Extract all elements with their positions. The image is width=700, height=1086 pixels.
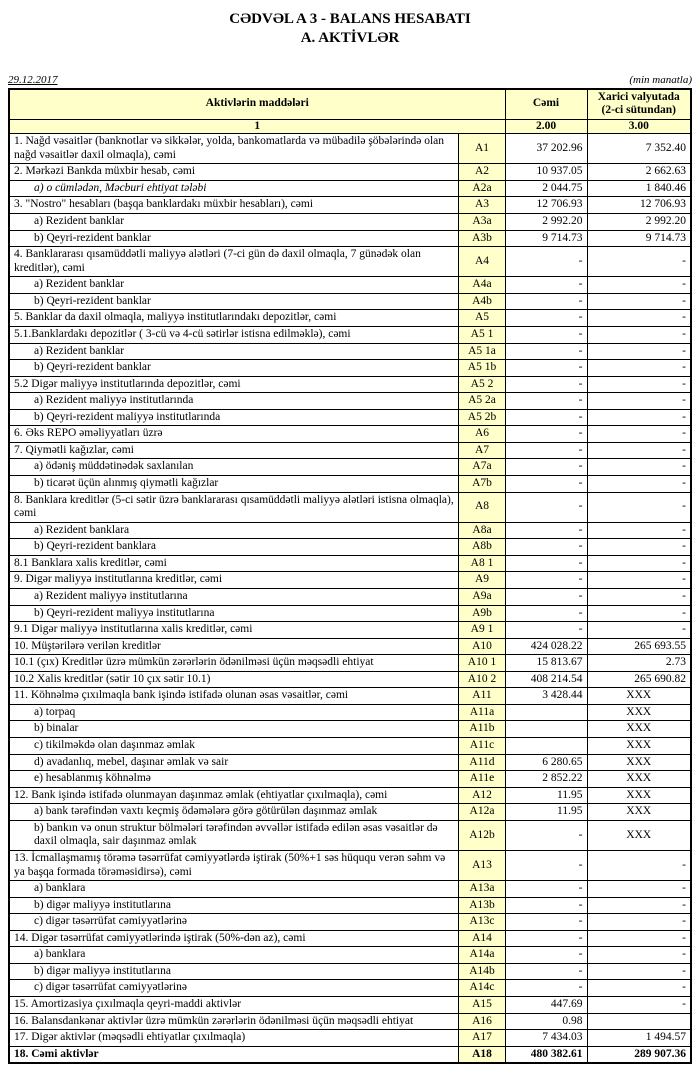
row-code: A13 bbox=[459, 850, 505, 880]
row-total-value: - bbox=[505, 492, 587, 522]
row-foreign-value: - bbox=[587, 980, 691, 997]
row-code: A7b bbox=[459, 476, 505, 493]
row-label: 17. Digər aktivlər (məqsədli ehtiyatlar çıxılmaqla) bbox=[9, 1030, 459, 1047]
row-total-value: - bbox=[505, 459, 587, 476]
row-foreign-value: XXX bbox=[587, 721, 691, 738]
header-foreign: Xarici valyutada (2-ci sütundan) bbox=[587, 89, 691, 120]
table-row bbox=[9, 738, 691, 755]
row-total-value: - bbox=[505, 343, 587, 360]
row-foreign-value: - bbox=[587, 997, 691, 1014]
row-total-value: - bbox=[505, 247, 587, 277]
row-total-value: - bbox=[505, 820, 587, 850]
row-label: 5.2 Digər maliyyə institutlarında depozitlər, cəmi bbox=[9, 376, 459, 393]
table-row bbox=[9, 1013, 691, 1030]
row-code: A3a bbox=[459, 214, 505, 231]
row-total-value: - bbox=[505, 476, 587, 493]
row-label: a) bank tərəfindən vaxtı keçmiş ödəmələrə görə götürülən daşınmaz əmlak bbox=[9, 804, 459, 821]
row-total-value: - bbox=[505, 376, 587, 393]
row-total-value: - bbox=[505, 980, 587, 997]
table-row bbox=[9, 771, 691, 788]
table-row bbox=[9, 804, 691, 821]
table-row bbox=[9, 638, 691, 655]
row-foreign-value: - bbox=[587, 293, 691, 310]
row-label: 4. Banklararası qısamüddətli maliyyə alətləri (7-ci gün də daxil olmaqla, 7 günədək olan kreditlər), cəmi bbox=[9, 247, 459, 277]
row-label: a) Rezident banklar bbox=[9, 277, 459, 294]
table-row bbox=[9, 704, 691, 721]
row-code: A5 bbox=[459, 310, 505, 327]
row-code: A13a bbox=[459, 881, 505, 898]
header-total: Cəmi bbox=[505, 89, 587, 120]
row-code: A4 bbox=[459, 247, 505, 277]
table-row bbox=[9, 310, 691, 327]
row-code: A15 bbox=[459, 997, 505, 1014]
table-row bbox=[9, 820, 691, 850]
meta-row bbox=[8, 74, 692, 86]
row-foreign-value: - bbox=[587, 881, 691, 898]
row-label: a) Rezident banklara bbox=[9, 522, 459, 539]
row-total-value: 12 706.93 bbox=[505, 197, 587, 214]
table-body bbox=[9, 134, 691, 1064]
row-foreign-value: 1 840.46 bbox=[587, 180, 691, 197]
row-label: b) ticarət üçün alınmış qiymətli kağızlar bbox=[9, 476, 459, 493]
row-code: A5 2b bbox=[459, 409, 505, 426]
row-foreign-value: - bbox=[587, 622, 691, 639]
row-label: b) Qeyri-rezident banklar bbox=[9, 293, 459, 310]
row-code: A11d bbox=[459, 754, 505, 771]
table-row bbox=[9, 180, 691, 197]
row-label: 2. Mərkəzi Bankda müxbir hesab, cəmi bbox=[9, 164, 459, 181]
row-foreign-value: - bbox=[587, 277, 691, 294]
table-row bbox=[9, 721, 691, 738]
row-total-value: - bbox=[505, 539, 587, 556]
row-foreign-value: XXX bbox=[587, 787, 691, 804]
row-foreign-value bbox=[587, 1013, 691, 1030]
table-row bbox=[9, 326, 691, 343]
row-code: A13b bbox=[459, 897, 505, 914]
table-row bbox=[9, 963, 691, 980]
row-foreign-value: - bbox=[587, 850, 691, 880]
row-code: A1 bbox=[459, 134, 505, 164]
document-subtitle: A. AKTİVLƏR bbox=[300, 29, 400, 46]
table-row bbox=[9, 539, 691, 556]
row-foreign-value: 12 706.93 bbox=[587, 197, 691, 214]
table-row bbox=[9, 930, 691, 947]
row-foreign-value: 7 352.40 bbox=[587, 134, 691, 164]
row-total-value: 424 028.22 bbox=[505, 638, 587, 655]
row-code: A16 bbox=[459, 1013, 505, 1030]
row-label: b) Qeyri-rezident maliyyə institutlarında bbox=[9, 409, 459, 426]
row-code: A8a bbox=[459, 522, 505, 539]
row-foreign-value: - bbox=[587, 459, 691, 476]
table-row bbox=[9, 655, 691, 672]
row-code: A9 1 bbox=[459, 622, 505, 639]
row-code: A6 bbox=[459, 426, 505, 443]
row-foreign-value: 2 662.63 bbox=[587, 164, 691, 181]
table-row bbox=[9, 343, 691, 360]
row-label: b) Qeyri-rezident maliyyə institutlarına bbox=[9, 605, 459, 622]
table-row bbox=[9, 409, 691, 426]
row-foreign-value: - bbox=[587, 442, 691, 459]
table-row bbox=[9, 277, 691, 294]
row-label: a) Rezident banklar bbox=[9, 343, 459, 360]
row-code: A14c bbox=[459, 980, 505, 997]
row-foreign-value: - bbox=[587, 343, 691, 360]
row-code: A7 bbox=[459, 442, 505, 459]
row-code: A5 2 bbox=[459, 376, 505, 393]
row-code: A5 2a bbox=[459, 393, 505, 410]
row-label: b) bankın və onun struktur bölmələri tərəfindən əvvəllər istifadə edilən əsas vəsaitlər də daxil olmaqla, sair daşınmaz əmlak bbox=[9, 820, 459, 850]
row-total-value: 447.69 bbox=[505, 997, 587, 1014]
row-total-value: - bbox=[505, 426, 587, 443]
row-label: b) digər maliyyə institutlarına bbox=[9, 897, 459, 914]
row-label: 14. Digər təsərrüfat cəmiyyətlərində iştirak (50%-dən az), cəmi bbox=[9, 930, 459, 947]
table-header bbox=[9, 89, 691, 134]
row-label: 1. Nağd vəsaitlər (banknotlar və sikkələr, yolda, bankomatlarda və mübadilə şöbələrində olan nağd vəsaitlər daxil olmaqla), cəmi bbox=[9, 134, 459, 164]
row-code: A8b bbox=[459, 539, 505, 556]
row-total-value: 10 937.05 bbox=[505, 164, 587, 181]
row-total-value: - bbox=[505, 572, 587, 589]
row-code: A12 bbox=[459, 787, 505, 804]
row-label: a) ödəniş müddətinədək saxlanılan bbox=[9, 459, 459, 476]
row-foreign-value: - bbox=[587, 247, 691, 277]
row-code: A9b bbox=[459, 605, 505, 622]
row-total-value: - bbox=[505, 277, 587, 294]
row-label: b) Qeyri-rezident banklar bbox=[9, 230, 459, 247]
row-label: a) banklara bbox=[9, 947, 459, 964]
row-total-value: - bbox=[505, 930, 587, 947]
table-row bbox=[9, 197, 691, 214]
row-foreign-value: XXX bbox=[587, 688, 691, 705]
table-row bbox=[9, 293, 691, 310]
row-label: e) hesablanmış köhnəlmə bbox=[9, 771, 459, 788]
row-label: 18. Cəmi aktivlər bbox=[9, 1046, 459, 1063]
table-row bbox=[9, 459, 691, 476]
row-total-value bbox=[505, 704, 587, 721]
row-total-value: 0.98 bbox=[505, 1013, 587, 1030]
table-row bbox=[9, 134, 691, 164]
table-row bbox=[9, 476, 691, 493]
row-code: A14 bbox=[459, 930, 505, 947]
row-total-value: - bbox=[505, 897, 587, 914]
row-total-value: 15 813.67 bbox=[505, 655, 587, 672]
table-row bbox=[9, 572, 691, 589]
row-label: d) avadanlıq, mebel, daşınar əmlak və sair bbox=[9, 754, 459, 771]
table-row bbox=[9, 442, 691, 459]
row-label: 10.1 (çıx) Kreditlər üzrə mümkün zərərlərin ödənilməsi üçün məqsədli ehtiyat bbox=[9, 655, 459, 672]
row-foreign-value: 9 714.73 bbox=[587, 230, 691, 247]
row-code: A8 bbox=[459, 492, 505, 522]
table-row bbox=[9, 850, 691, 880]
row-label: 6. Əks REPO əməliyyatları üzrə bbox=[9, 426, 459, 443]
table-row bbox=[9, 897, 691, 914]
row-label: b) Qeyri-rezident banklara bbox=[9, 539, 459, 556]
row-label: 8.1 Banklara xalis kreditlər, cəmi bbox=[9, 555, 459, 572]
row-label: b) Qeyri-rezident banklar bbox=[9, 360, 459, 377]
row-code: A8 1 bbox=[459, 555, 505, 572]
row-total-value: - bbox=[505, 555, 587, 572]
row-foreign-value: 265 690.82 bbox=[587, 671, 691, 688]
row-total-value: - bbox=[505, 947, 587, 964]
row-foreign-value: - bbox=[587, 409, 691, 426]
row-label: 5. Banklar da daxil olmaqla, maliyyə institutlarındakı depozitlər, cəmi bbox=[9, 310, 459, 327]
row-foreign-value: XXX bbox=[587, 738, 691, 755]
row-total-value: 11.95 bbox=[505, 787, 587, 804]
header-row-titles bbox=[9, 89, 691, 120]
row-code: A10 2 bbox=[459, 671, 505, 688]
row-label: 16. Balansdankənar aktivlər üzrə mümkün zərərlərin ödənilməsi üçün məqsədli ehtiyat bbox=[9, 1013, 459, 1030]
header-row-numbers bbox=[9, 119, 691, 134]
row-foreign-value: - bbox=[587, 360, 691, 377]
row-code: A7a bbox=[459, 459, 505, 476]
table-row bbox=[9, 360, 691, 377]
row-code: A10 1 bbox=[459, 655, 505, 672]
row-label: 5.1.Banklardakı depozitlər ( 3-cü və 4-cü sətirlər istisna edilməklə), cəmi bbox=[9, 326, 459, 343]
table-row bbox=[9, 671, 691, 688]
row-total-value: - bbox=[505, 360, 587, 377]
row-code: A11e bbox=[459, 771, 505, 788]
table-row bbox=[9, 605, 691, 622]
row-total-value: - bbox=[505, 393, 587, 410]
row-label: c) tikilməkdə olan daşınmaz əmlak bbox=[9, 738, 459, 755]
row-label: 15. Amortizasiya çıxılmaqla qeyri-maddi aktivlər bbox=[9, 997, 459, 1014]
table-row bbox=[9, 588, 691, 605]
row-foreign-value: - bbox=[587, 393, 691, 410]
row-code: A11a bbox=[459, 704, 505, 721]
row-total-value: 6 280.65 bbox=[505, 754, 587, 771]
row-foreign-value: 2 992.20 bbox=[587, 214, 691, 231]
table-row bbox=[9, 881, 691, 898]
row-code: A4a bbox=[459, 277, 505, 294]
row-label: c) digər təsərrüfat cəmiyyətlərinə bbox=[9, 914, 459, 931]
row-total-value: 11.95 bbox=[505, 804, 587, 821]
row-label: 3. "Nostro" hesabları (başqa banklardakı müxbir hesabları), cəmi bbox=[9, 197, 459, 214]
row-foreign-value: XXX bbox=[587, 771, 691, 788]
row-code: A18 bbox=[459, 1046, 505, 1063]
row-label: a) Rezident banklar bbox=[9, 214, 459, 231]
row-code: A11 bbox=[459, 688, 505, 705]
row-label: 7. Qiymətli kağızlar, cəmi bbox=[9, 442, 459, 459]
header-colnum-items: 1 bbox=[9, 119, 505, 134]
row-code: A17 bbox=[459, 1030, 505, 1047]
row-code: A14a bbox=[459, 947, 505, 964]
row-total-value: 480 382.61 bbox=[505, 1046, 587, 1063]
table-row bbox=[9, 787, 691, 804]
row-total-value: - bbox=[505, 293, 587, 310]
table-row bbox=[9, 230, 691, 247]
row-code: A13c bbox=[459, 914, 505, 931]
row-total-value: 37 202.96 bbox=[505, 134, 587, 164]
row-label: 12. Bank işində istifadə olunmayan daşınmaz əmlak (ehtiyatlar çıxılmaqla), cəmi bbox=[9, 787, 459, 804]
row-total-value: - bbox=[505, 850, 587, 880]
table-row bbox=[9, 688, 691, 705]
row-label: a) o cümlədən, Məcburi ehtiyat tələbi bbox=[9, 180, 459, 197]
table-row bbox=[9, 980, 691, 997]
row-foreign-value: - bbox=[587, 426, 691, 443]
row-label: b) digər maliyyə institutlarına bbox=[9, 963, 459, 980]
table-row bbox=[9, 426, 691, 443]
row-code: A14b bbox=[459, 963, 505, 980]
row-total-value: - bbox=[505, 963, 587, 980]
table-row bbox=[9, 947, 691, 964]
row-total-value: - bbox=[505, 881, 587, 898]
row-label: b) binalar bbox=[9, 721, 459, 738]
title-block bbox=[8, 10, 692, 48]
row-foreign-value: XXX bbox=[587, 704, 691, 721]
table-row bbox=[9, 754, 691, 771]
row-code: A10 bbox=[459, 638, 505, 655]
row-label: a) torpaq bbox=[9, 704, 459, 721]
row-total-value: 2 852.22 bbox=[505, 771, 587, 788]
row-foreign-value: - bbox=[587, 572, 691, 589]
row-total-value: - bbox=[505, 622, 587, 639]
row-code: A11b bbox=[459, 721, 505, 738]
row-foreign-value: - bbox=[587, 555, 691, 572]
row-code: A5 1a bbox=[459, 343, 505, 360]
row-total-value: - bbox=[505, 588, 587, 605]
row-label: a) banklara bbox=[9, 881, 459, 898]
row-label: 9. Digər maliyyə institutlarına kreditlər, cəmi bbox=[9, 572, 459, 589]
row-code: A5 1 bbox=[459, 326, 505, 343]
row-label: 13. İcmallaşmamış törəmə təsərrüfat cəmiyyətlərdə iştirak (50%+1 səs hüququ verən səhm və ya başqa formada törəməsidirsə), cəmi bbox=[9, 850, 459, 880]
table-row bbox=[9, 1030, 691, 1047]
header-items: Aktivlərin maddələri bbox=[9, 89, 505, 120]
row-total-value: - bbox=[505, 914, 587, 931]
row-foreign-value: - bbox=[587, 914, 691, 931]
row-total-value: - bbox=[505, 442, 587, 459]
row-total-value: 2 044.75 bbox=[505, 180, 587, 197]
row-total-value: 408 214.54 bbox=[505, 671, 587, 688]
row-foreign-value: 265 693.55 bbox=[587, 638, 691, 655]
row-foreign-value: - bbox=[587, 326, 691, 343]
row-foreign-value: 289 907.36 bbox=[587, 1046, 691, 1063]
row-total-value bbox=[505, 721, 587, 738]
unit-note: (min manatla) bbox=[629, 73, 692, 86]
balance-sheet-table bbox=[8, 88, 692, 1065]
row-foreign-value: - bbox=[587, 605, 691, 622]
row-total-value: - bbox=[505, 605, 587, 622]
row-foreign-value: - bbox=[587, 492, 691, 522]
row-code: A2 bbox=[459, 164, 505, 181]
row-foreign-value: XXX bbox=[587, 804, 691, 821]
table-row bbox=[9, 214, 691, 231]
table-row bbox=[9, 522, 691, 539]
row-foreign-value: 2.73 bbox=[587, 655, 691, 672]
row-foreign-value: - bbox=[587, 947, 691, 964]
row-foreign-value: XXX bbox=[587, 820, 691, 850]
row-code: A11c bbox=[459, 738, 505, 755]
row-foreign-value: - bbox=[587, 310, 691, 327]
table-row bbox=[9, 492, 691, 522]
table-row bbox=[9, 997, 691, 1014]
row-total-value: 7 434.03 bbox=[505, 1030, 587, 1047]
row-foreign-value: - bbox=[587, 930, 691, 947]
table-row bbox=[9, 247, 691, 277]
row-code: A12a bbox=[459, 804, 505, 821]
row-foreign-value: 1 494.57 bbox=[587, 1030, 691, 1047]
row-code: A3 bbox=[459, 197, 505, 214]
row-total-value: - bbox=[505, 326, 587, 343]
row-total-value: 9 714.73 bbox=[505, 230, 587, 247]
row-label: 10. Müştərilərə verilən kreditlər bbox=[9, 638, 459, 655]
row-label: 11. Köhnəlmə çıxılmaqla bank işində istifadə olunan əsas vəsaitlər, cəmi bbox=[9, 688, 459, 705]
header-colnum-foreign: 3.00 bbox=[587, 119, 691, 134]
table-row bbox=[9, 393, 691, 410]
row-label: c) digər təsərrüfat cəmiyyətlərinə bbox=[9, 980, 459, 997]
row-total-value: 3 428.44 bbox=[505, 688, 587, 705]
row-label: 10.2 Xalis kreditlər (sətir 10 çıx sətir 10.1) bbox=[9, 671, 459, 688]
row-code: A3b bbox=[459, 230, 505, 247]
row-foreign-value: - bbox=[587, 476, 691, 493]
document-title: CƏDVƏL A 3 - BALANS HESABATI bbox=[229, 11, 471, 27]
table-row bbox=[9, 914, 691, 931]
row-code: A2a bbox=[459, 180, 505, 197]
row-total-value: 2 992.20 bbox=[505, 214, 587, 231]
row-code: A9 bbox=[459, 572, 505, 589]
row-foreign-value: XXX bbox=[587, 754, 691, 771]
row-total-value: - bbox=[505, 310, 587, 327]
row-foreign-value: - bbox=[587, 522, 691, 539]
row-total-value: - bbox=[505, 409, 587, 426]
table-row bbox=[9, 1046, 691, 1063]
report-date: 29.12.2017 bbox=[8, 73, 58, 86]
table-row bbox=[9, 622, 691, 639]
row-label: 9.1 Digər maliyyə institutlarına xalis kreditlər, cəmi bbox=[9, 622, 459, 639]
row-label: a) Rezident maliyyə institutlarında bbox=[9, 393, 459, 410]
row-foreign-value: - bbox=[587, 897, 691, 914]
table-row bbox=[9, 555, 691, 572]
row-foreign-value: - bbox=[587, 963, 691, 980]
row-total-value: - bbox=[505, 522, 587, 539]
table-row bbox=[9, 164, 691, 181]
header-colnum-total: 2.00 bbox=[505, 119, 587, 134]
row-foreign-value: - bbox=[587, 376, 691, 393]
row-foreign-value: - bbox=[587, 588, 691, 605]
row-foreign-value: - bbox=[587, 539, 691, 556]
row-code: A9a bbox=[459, 588, 505, 605]
row-code: A4b bbox=[459, 293, 505, 310]
row-code: A12b bbox=[459, 820, 505, 850]
table-row bbox=[9, 376, 691, 393]
row-total-value bbox=[505, 738, 587, 755]
row-label: 8. Banklara kreditlər (5-ci sətir üzrə banklararası qısamüddətli maliyyə alətləri istisna olmaqla), cəmi bbox=[9, 492, 459, 522]
row-code: A5 1b bbox=[459, 360, 505, 377]
row-label: a) Rezident maliyyə institutlarına bbox=[9, 588, 459, 605]
